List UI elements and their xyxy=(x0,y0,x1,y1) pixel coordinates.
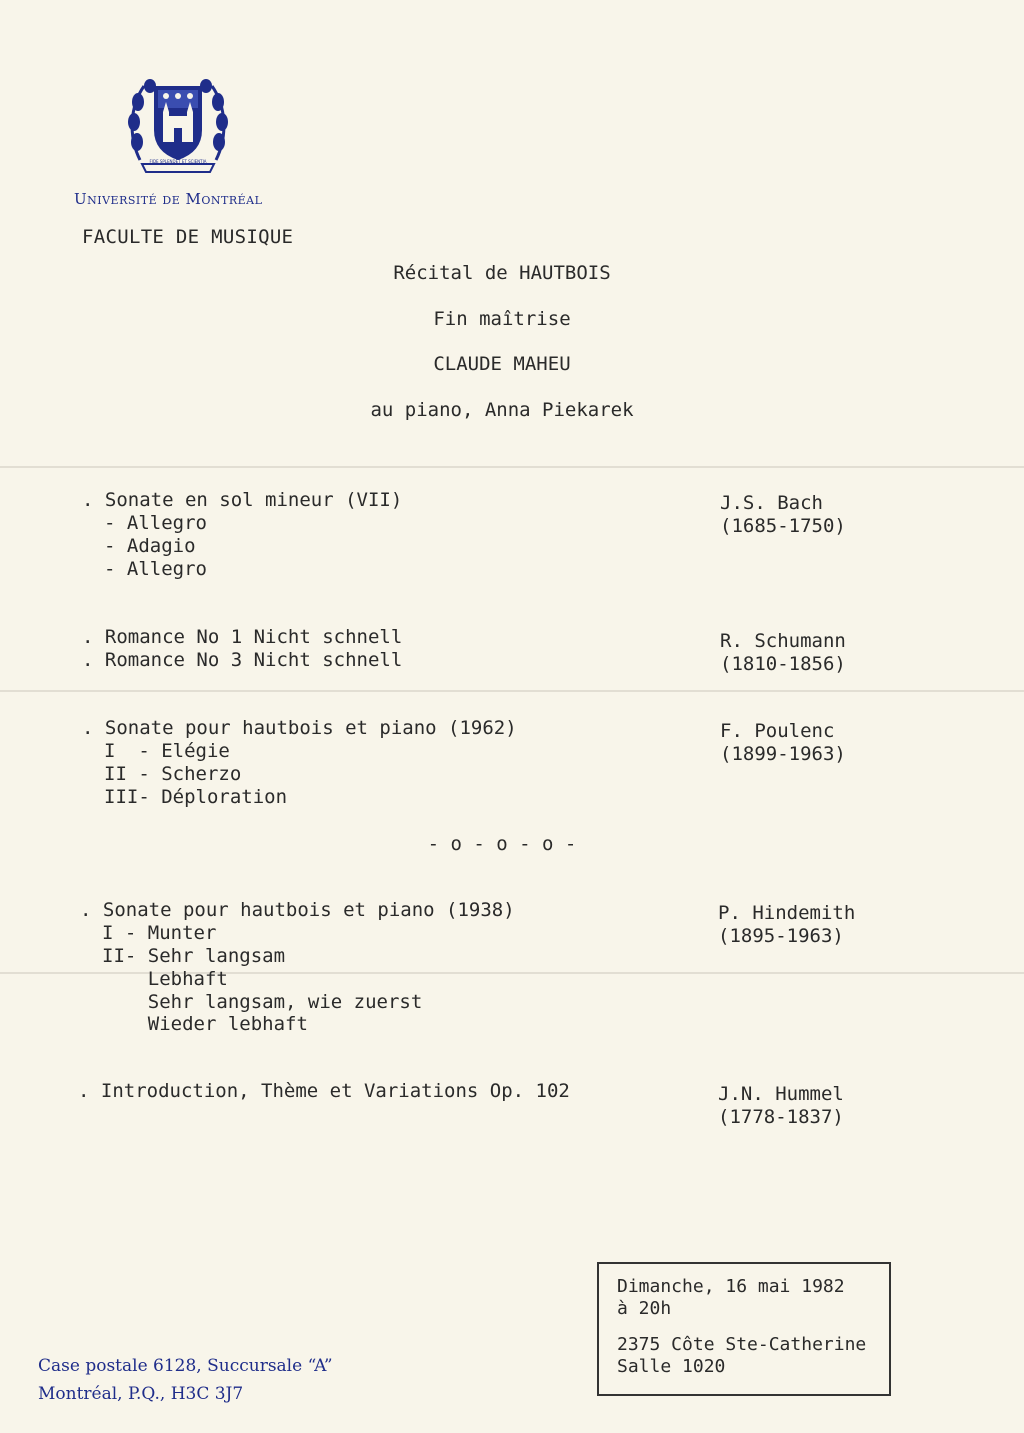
composer-dates: (1685-1750) xyxy=(720,515,846,537)
movement: II- Sehr langsam xyxy=(102,945,286,967)
piece-title: . Sonate pour hautbois et piano (1962) xyxy=(82,717,517,739)
movement: I - Elégie xyxy=(104,740,230,762)
event-date: Dimanche, 16 mai 1982 xyxy=(617,1276,845,1297)
piece-title: . Introduction, Thème et Variations Op. 102 xyxy=(78,1080,570,1102)
piece-title: . Romance No 3 Nicht schnell xyxy=(82,649,403,671)
movement: Wieder lebhaft xyxy=(102,1013,308,1035)
movement: - Allegro xyxy=(104,512,207,534)
composer-name: J.N. Hummel xyxy=(718,1083,844,1105)
piece-title: . Sonate en sol mineur (VII) xyxy=(82,489,403,511)
movement: Sehr langsam, wie zuerst xyxy=(102,991,423,1013)
composer-name: R. Schumann xyxy=(720,630,846,652)
postal-address-line2: Montréal, P.Q., H3C 3J7 xyxy=(38,1384,244,1404)
movement: - Allegro xyxy=(104,558,207,580)
movement: II - Scherzo xyxy=(104,763,242,785)
movement: III- Déploration xyxy=(104,786,288,808)
event-details-box xyxy=(597,1262,891,1396)
crest-motto: FIDE SPLENDET ET SCIENTIA xyxy=(149,159,207,164)
fold-line xyxy=(0,690,1024,692)
performer-name: CLAUDE MAHEU xyxy=(433,353,571,375)
composer-name: P. Hindemith xyxy=(718,902,856,924)
composer-name: J.S. Bach xyxy=(720,492,823,514)
recital-subtitle: Fin maîtrise xyxy=(433,308,571,330)
recital-title: Récital de HAUTBOIS xyxy=(393,262,611,284)
accompanist-line: au piano, Anna Piekarek xyxy=(370,399,634,421)
fold-line xyxy=(0,466,1024,468)
event-time: à 20h xyxy=(617,1298,672,1319)
piece-title: . Sonate pour hautbois et piano (1938) xyxy=(80,899,515,921)
composer-dates: (1895-1963) xyxy=(718,925,844,947)
composer-dates: (1810-1856) xyxy=(720,653,846,675)
event-address: 2375 Côte Ste-Catherine xyxy=(617,1334,867,1355)
composer-dates: (1899-1963) xyxy=(720,743,846,765)
faculty-name: FACULTE DE MUSIQUE xyxy=(82,226,294,248)
event-room: Salle 1020 xyxy=(617,1356,726,1377)
postal-address-line1: Case postale 6128, Succursale “A” xyxy=(38,1356,333,1376)
movement: - Adagio xyxy=(104,535,196,557)
movement: Lebhaft xyxy=(102,968,228,990)
intermission-divider: - o - o - o - xyxy=(427,833,577,855)
movement: I - Munter xyxy=(102,922,217,944)
piece-title: . Romance No 1 Nicht schnell xyxy=(82,626,403,648)
composer-dates: (1778-1837) xyxy=(718,1106,844,1128)
composer-name: F. Poulenc xyxy=(720,720,835,742)
university-name: Université de Montréal xyxy=(74,190,263,208)
